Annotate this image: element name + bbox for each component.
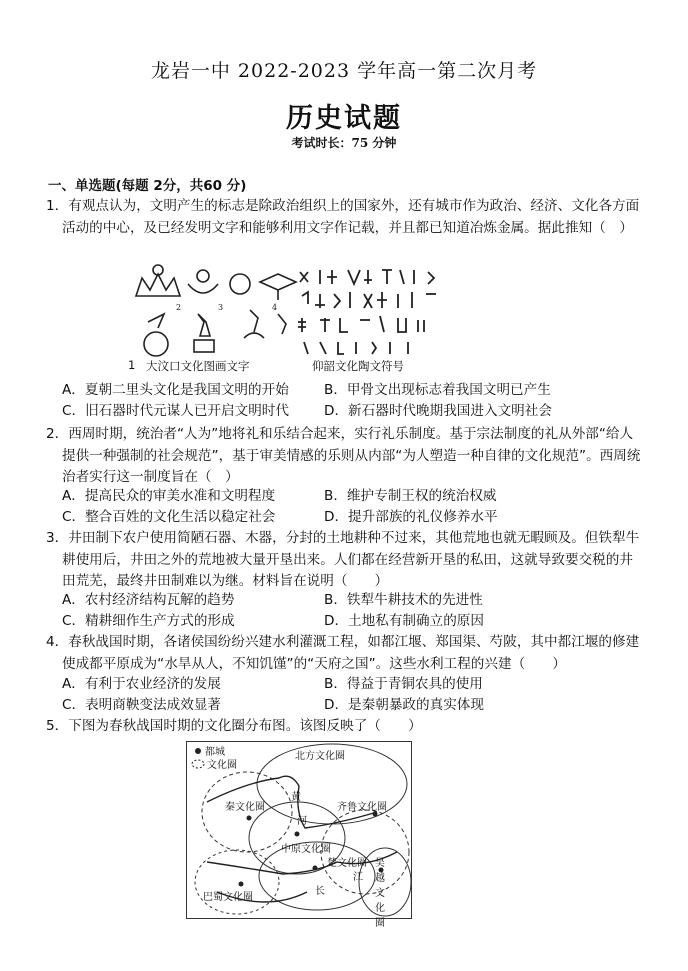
label-bashu-circle: 巴蜀文化圈 (203, 892, 253, 903)
question-2 (46, 424, 646, 489)
question-stem: 1．有观点认为，文明产生的标志是除政治组织上的国家外，还有城市作为政治、经济、文化各方面活动的中心，及已经发明文字和能够利用文字作记载，并且都已知道冶炼金属。据此推知（ ） (46, 198, 640, 236)
option-b[interactable]: B．甲骨文出现标志着我国文明已产生 (324, 382, 551, 398)
label-central-circle: 中原文化圈 (281, 844, 331, 855)
option-c[interactable]: C．整合百姓的文化生活以稳定社会 (62, 509, 276, 525)
question-4 (46, 632, 646, 675)
option-a[interactable]: A．夏朝二里头文化是我国文明的开始 (62, 382, 289, 398)
option-c[interactable]: C．精耕细作生产方式的形成 (62, 613, 235, 629)
question-stem: 5．下图为春秋战国时期的文化圈分布图。该图反映了（ ） (46, 718, 422, 734)
option-b[interactable]: B．维护专制王权的统治权威 (324, 488, 497, 504)
svg-text:4: 4 (272, 303, 278, 312)
question-stem: 4．春秋战国时期，各诸侯国纷纷兴建水利灌溉工程，如都江堰、郑国渠、芍陂，其中都江堰的修建使成都平原成为“水旱从人，不知饥馑”的“天府之国”。这些水利工程的兴建（ ） (46, 634, 640, 672)
figure-1-left-caption: 大汶口文化图画文字 (146, 359, 250, 373)
figure-1-right-caption: 仰韶文化陶文符号 (312, 359, 404, 373)
exam-duration: 考试时长：75 分钟 (291, 136, 397, 150)
culture-circle-map (186, 741, 412, 929)
option-a[interactable]: A．农村经济结构瓦解的趋势 (62, 592, 235, 608)
option-d[interactable]: D．提升部族的礼仪修养水平 (324, 509, 498, 525)
label-jiang: 江 (353, 872, 363, 883)
question-2-options (62, 486, 622, 528)
label-chu-circle: 楚文化圈 (327, 858, 367, 869)
option-d[interactable]: D．是秦朝暴政的真实体现 (324, 697, 484, 713)
option-d[interactable]: D．新石器时代晚期我国进入文明社会 (324, 403, 552, 419)
label-north-circle: 北方文化圈 (295, 751, 345, 762)
option-b[interactable]: B．铁犁牛耕技术的先进性 (324, 592, 483, 608)
label-qilu-circle: 齐鲁文化圈 (337, 802, 387, 813)
option-b[interactable]: B．得益于青铜农具的使用 (324, 676, 483, 692)
svg-text:2: 2 (176, 303, 182, 312)
option-d[interactable]: D．土地私有制确立的原因 (324, 613, 484, 629)
legend-capital-label: 都城 (205, 747, 225, 758)
label-wuyue-circle: 吴越文化圈 (375, 858, 385, 929)
label-he: 河 (297, 816, 307, 827)
legend-circle-label: 文化圈 (207, 760, 237, 771)
figure-1 (128, 262, 448, 374)
option-c[interactable]: C．旧石器时代元谋人已开启文明时代 (62, 403, 289, 419)
question-stem: 3．井田制下农户使用简陋石器、木器，分封的土地耕种不过来，其他荒地也就无暇顾及。但铁犁牛耕使用后，井田之外的荒地被大量开垦出来。人们都在经营新开垦的私田，这就导致要交税的井田荒芜，最终井田制难以为继。材料旨在说明（ ） (46, 530, 640, 589)
question-3 (46, 528, 646, 593)
question-stem: 2．西周时期，统治者“人为”地将礼和乐结合起来，实行礼乐制度。基于宗法制度的礼从外部“给人提供一种强制的社会规范”，基于审美情感的乐则从内部“为人塑造一种自律的文化规范”。西周统治者实行这一制度旨在（ ） (46, 426, 641, 485)
label-huang: 黄 (291, 792, 301, 803)
exam-title: 龙岩一中 2022-2023 学年高一第二次月考 (150, 60, 538, 82)
option-a[interactable]: A．有利于农业经济的发展 (62, 676, 221, 692)
question-1-options (62, 380, 622, 422)
circle-legend-icon (192, 760, 204, 768)
figure-1-number: 1 (128, 358, 136, 372)
question-3-options (62, 590, 622, 632)
section-heading: 一、单选题(每题 2分，共60 分) (48, 178, 247, 194)
question-4-options (62, 674, 622, 716)
svg-text:3: 3 (218, 303, 224, 312)
option-c[interactable]: C．表明商鞅变法成效显著 (62, 697, 222, 713)
label-chang: 长 (315, 886, 325, 897)
option-a[interactable]: A．提高民众的审美水准和文明程度 (62, 488, 276, 504)
question-5 (46, 716, 646, 738)
question-1 (46, 196, 646, 239)
label-qin-circle: 秦文化圈 (225, 802, 265, 813)
capital-legend-icon (195, 748, 201, 754)
subject-title: 历史试题 (286, 103, 402, 134)
